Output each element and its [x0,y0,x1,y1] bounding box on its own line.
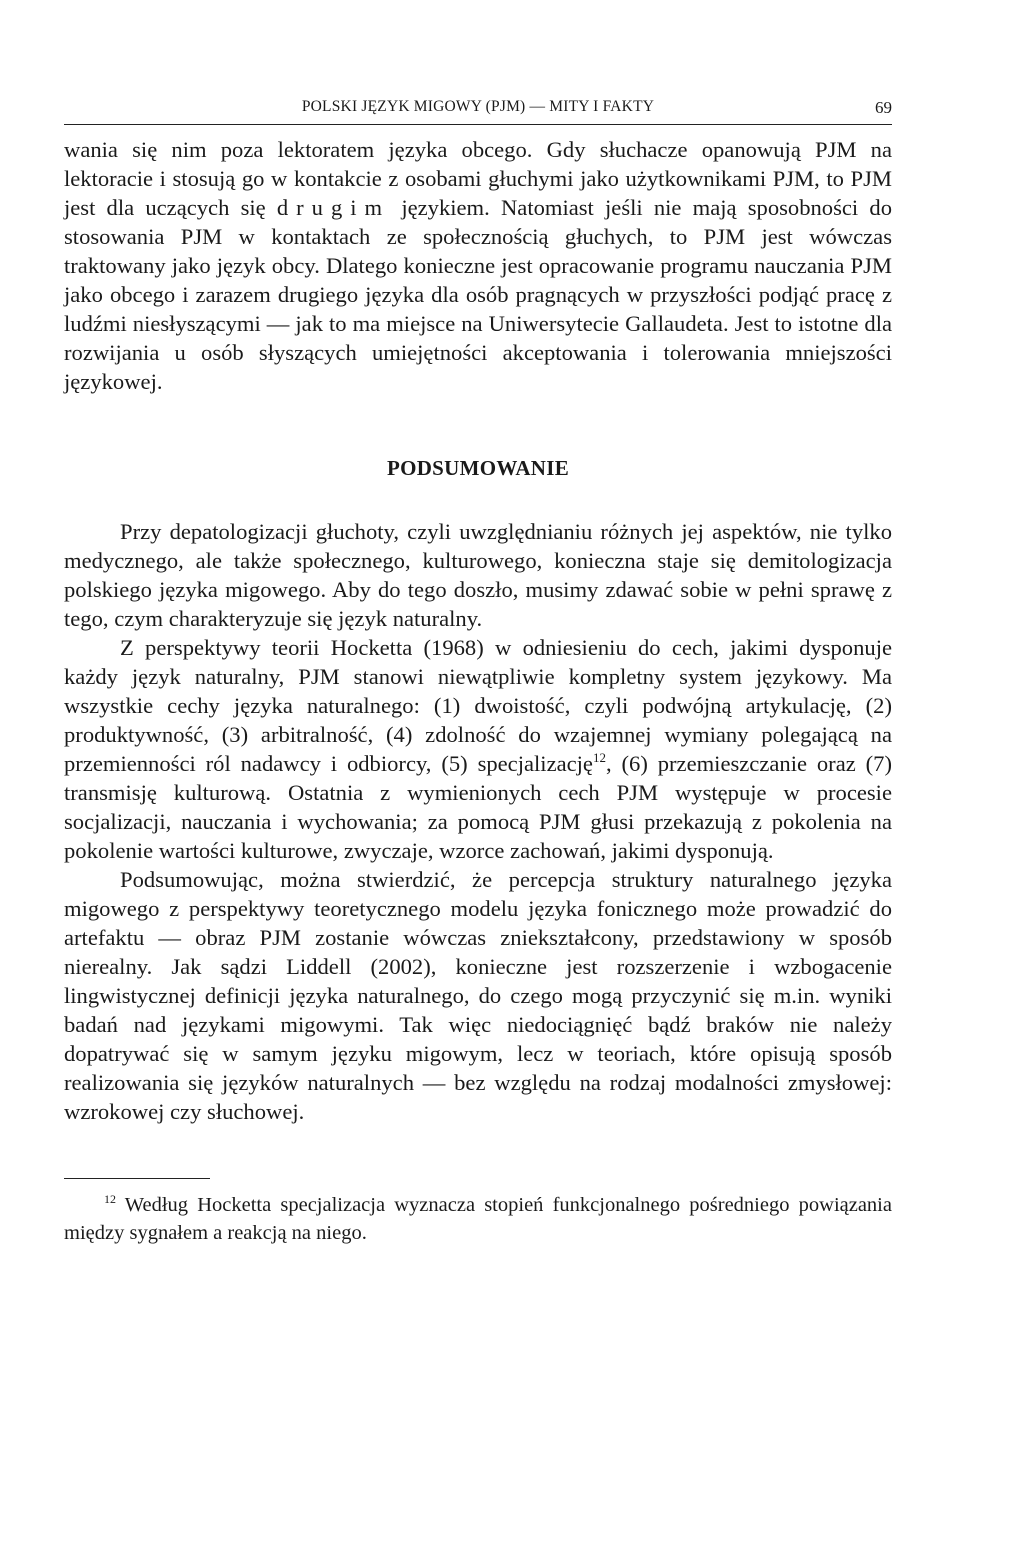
summary-paragraph-2 [64,633,892,865]
footnote [64,1191,892,1247]
page-number: 69 [875,98,892,117]
footnote-reference[interactable]: 12 [592,750,606,765]
footnote-mark: 12 [104,1192,116,1206]
continuation-text-2: językiem. Natomiast jeśli nie mają sposobności do stosowania PJM w kontaktach ze społecznością głuchych, to PJM jest wówczas traktowany jako język obcy. Dlatego konieczne jest opracowanie programu nauczania PJM jako obcego i zarazem drugiego języka dla osób pragnących w przyszłości podjąć pracę z ludźmi niesłyszącymi — jak to ma miejsce na Uniwersytecie Gallaudeta. Jest to istotne dla rozwijania u osób słyszących umiejętności akceptowania i tolerowania mniejszości językowej. [64,195,892,394]
continuation-paragraph [64,135,892,396]
footnote-divider [64,1178,210,1179]
continuation-text-1: wania się nim poza lektoratem języka obcego. Gdy słuchacze opanowują PJM na lektoracie i stosują go w kontakcie z osobami głuchymi jako użytkownikami PJM, to PJM jest dla uczących się [64,137,892,220]
summary-paragraph-1: Przy depatologizacji głuchoty, czyli uwzględnianiu różnych jej aspektów, nie tylko medycznego, ale także społecznego, kulturowego, konieczna staje się demitologizacja polskiego języka migowego. Aby do tego doszło, musimy zdawać sobie w pełni sprawę z tego, czym charakteryzuje się język naturalny. [64,519,892,631]
section-heading: PODSUMOWANIE [386,456,570,480]
summary-paragraph-2-text: Z perspektywy teorii Hocketta (1968) w odniesieniu do cech, jakimi dysponuje każdy język naturalny, PJM stanowi niewątpliwie kompletny system językowy. Ma wszystkie cechy języka naturalnego: (1) dwoistość, czyli podwójną artykulację, (2) produktywność, (3) arbitralność, (4) zdolność do wzajemnej wymiany polegającą na przemienności ról nadawcy i odbiorcy, (5) specjalizację [64,635,892,776]
summary-paragraph-3: Podsumowując, można stwierdzić, że percepcja struktury naturalnego języka migowego z perspektywy teoretycznego modelu języka fonicznego może prowadzić do artefaktu — obraz PJM zostanie wówczas zniekształcony, przedstawiony w sposób nierealny. Jak sądzi Liddell (2002), konieczne jest rozszerzenie i wzbogacenie lingwistycznej definicji języka naturalnego, do czego mogą przyczynić się m.in. wyniki badań nad językami migowymi. Tak więc niedociągnięć bądź braków nie należy dopatrywać się w samym języku migowym, lecz w teoriach, które opisują sposób realizowania się języków naturalnych — bez względu na rodzaj modalności zmysłowej: wzrokowej czy słuchowej. [64,867,892,1124]
footnote-text: Według Hocketta specjalizacja wyznacza stopień funkcjonalnego pośredniego powiązania między sygnałem a reakcją na niego. [64,1194,892,1244]
summary-paragraph-2-text-cont: , (6) przemieszczanie oraz (7) transmisję kulturową. Ostatnia z wymienionych cech PJM występuje w procesie socjalizacji, nauczania i wychowania; za pomocą PJM głusi przekazują z pokolenia na pokolenie wartości kulturowe, zwyczaje, wzorce zachowań, jakimi dysponują. [64,751,892,863]
page [64,94,892,1247]
running-header [64,94,892,125]
running-title: POLSKI JĘZYK MIGOWY (PJM) — MITY I FAKTY [301,98,655,115]
spaced-emphasis-word: drugim [276,195,391,220]
